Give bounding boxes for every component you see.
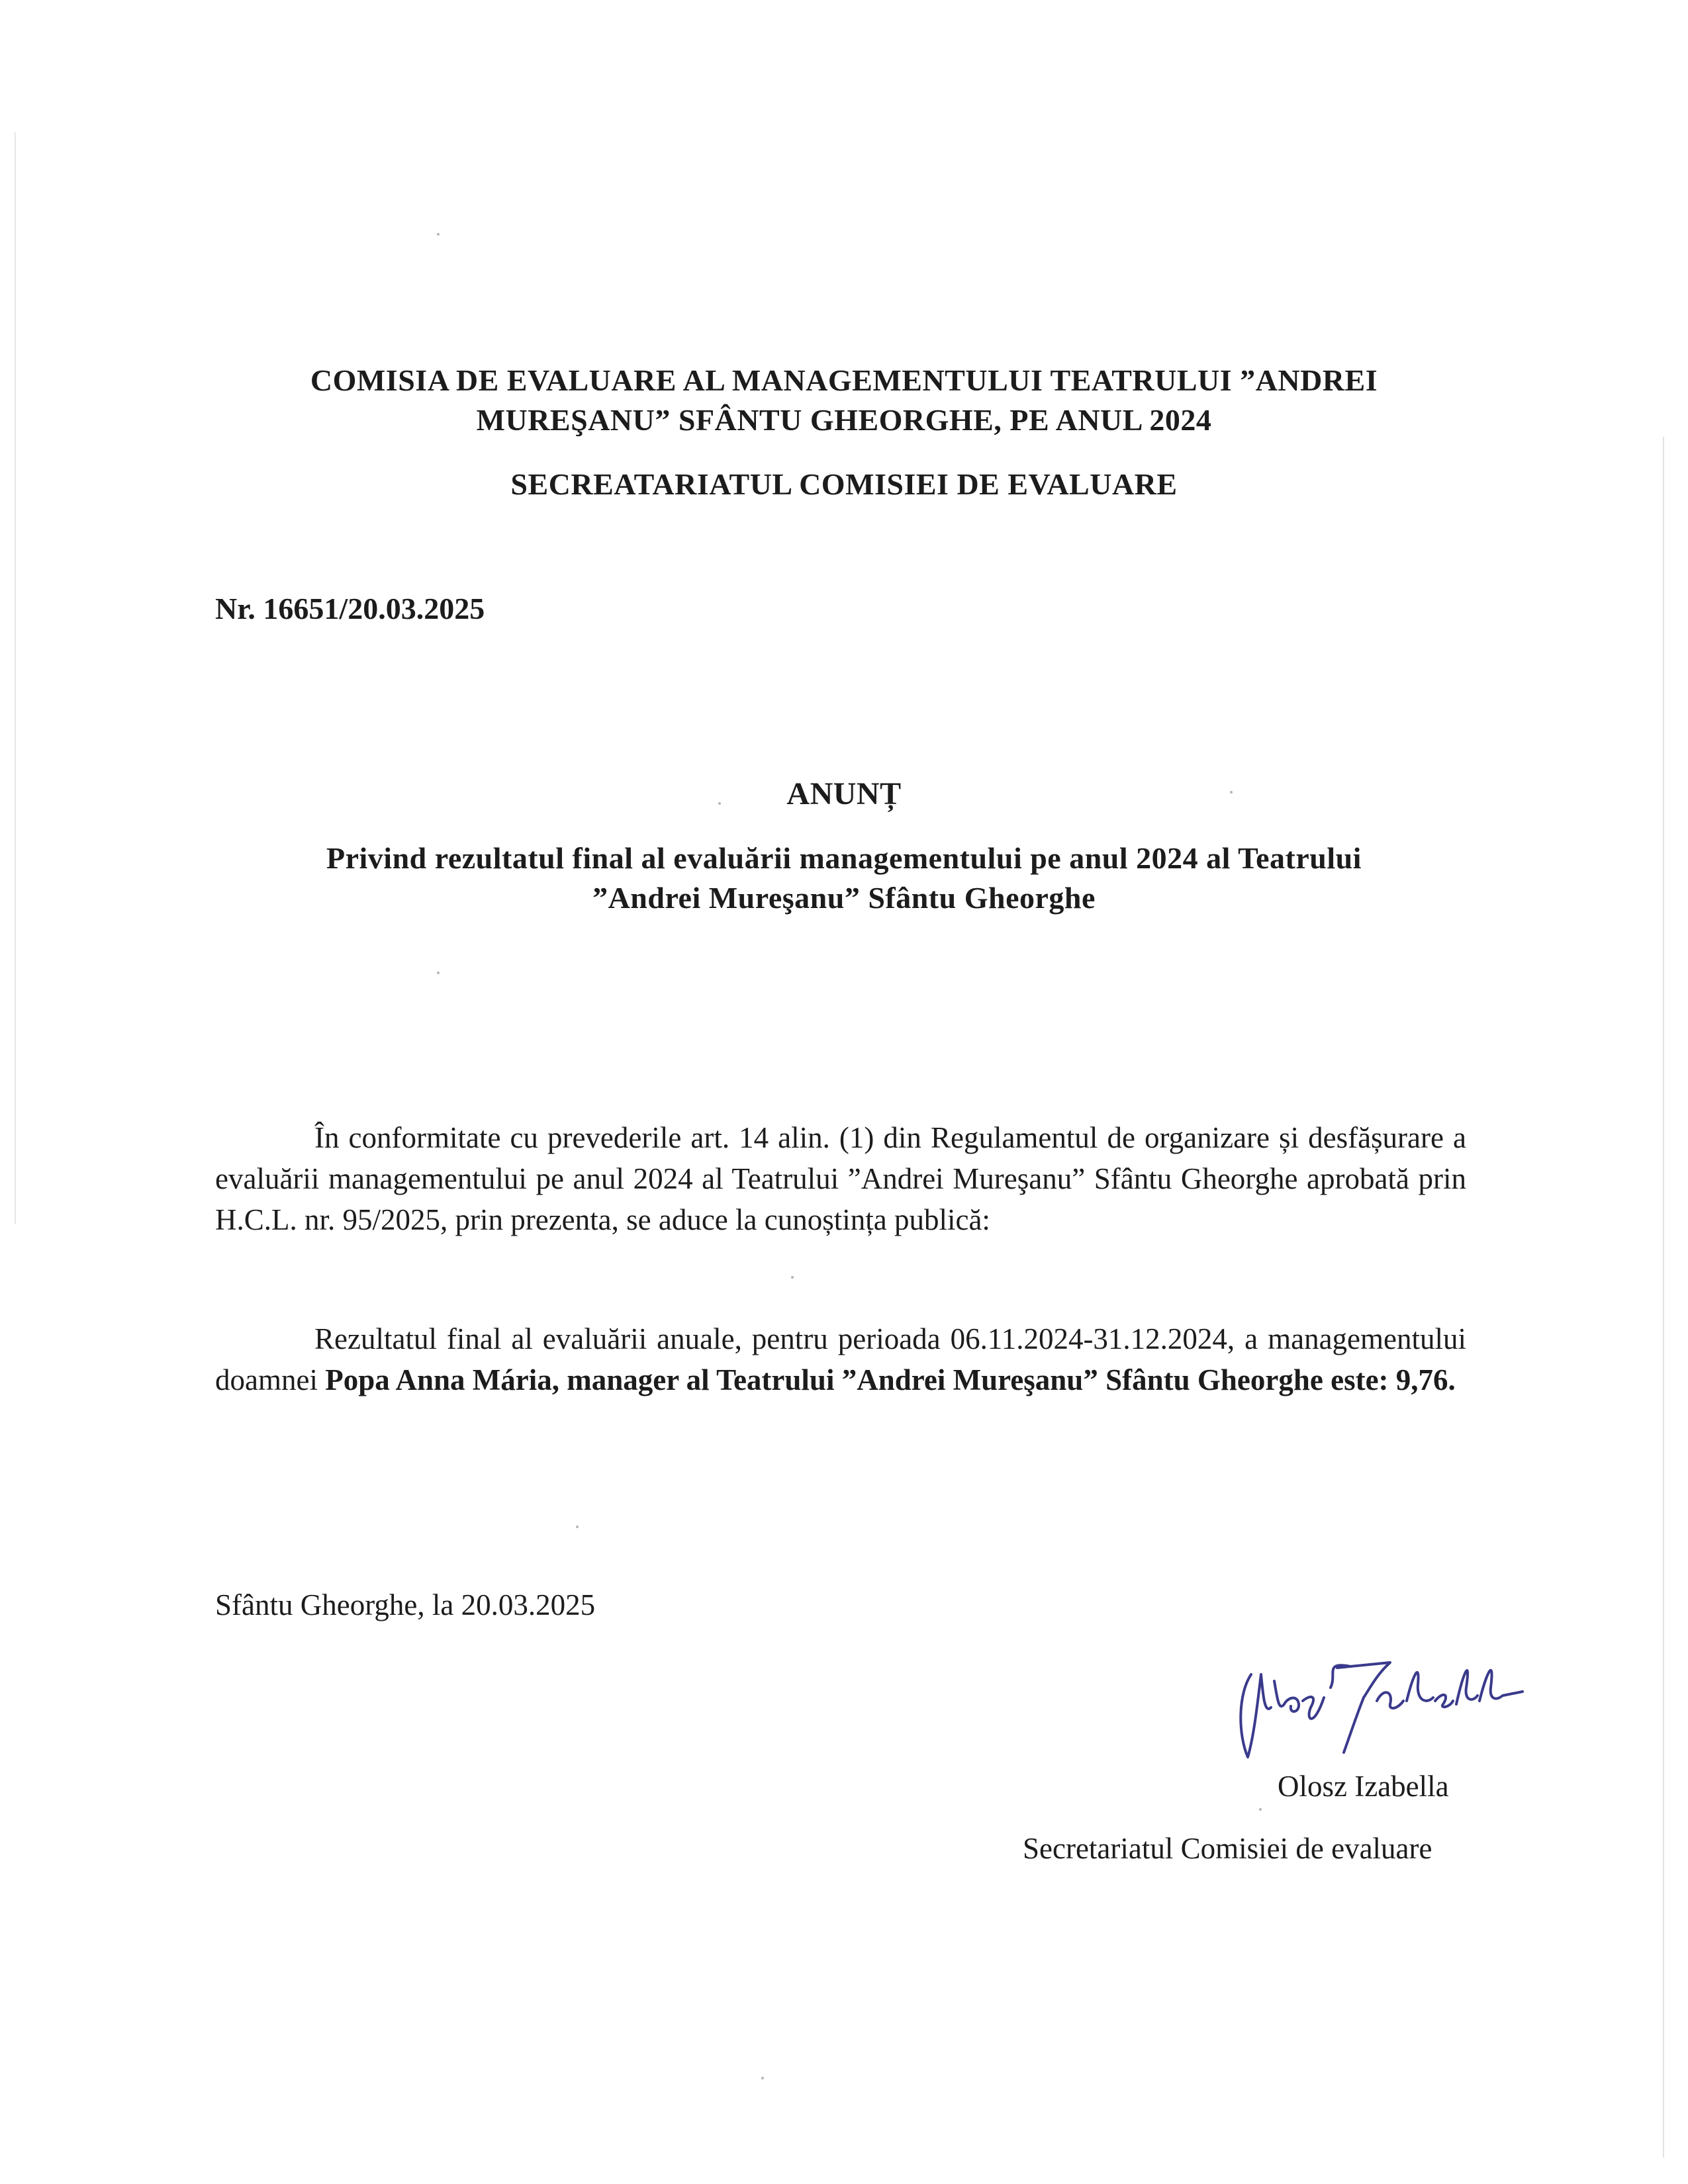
scan-speck <box>1259 1808 1262 1811</box>
header-line-1: COMISIA DE EVALUARE AL MANAGEMENTULUI TEATRULUI ”ANDREI <box>310 363 1378 397</box>
announcement-title: ANUNȚ <box>786 776 902 811</box>
result-emphasis-text: Popa Anna Mária, manager al Teatrului ”Andrei Mureşanu” Sfântu Gheorghe este: 9,76. <box>325 1363 1456 1396</box>
registration-number: Nr. 16651/20.03.2025 <box>215 592 485 625</box>
signer-role: Secretariatul Comisiei de evaluare <box>1023 1832 1432 1865</box>
place-and-date: Sfântu Gheorghe, la 20.03.2025 <box>215 1588 596 1621</box>
scan-speck <box>576 1525 579 1528</box>
handwritten-signature <box>1225 1635 1529 1767</box>
signer-name: Olosz Izabella <box>1278 1770 1449 1803</box>
announcement-subject-line-2: ”Andrei Mureşanu” Sfântu Gheorghe <box>592 881 1096 915</box>
scan-edge-left <box>15 132 16 1224</box>
scan-speck <box>1230 791 1233 794</box>
scan-speck <box>437 233 440 236</box>
scan-speck <box>791 1276 794 1279</box>
scan-edge-right <box>1663 437 1664 2158</box>
scan-speck <box>761 2077 764 2079</box>
scan-speck <box>718 802 721 805</box>
header-secretariat: SECREATARIATUL COMISIEI DE EVALUARE <box>510 467 1178 501</box>
header-line-2: MUREŞANU” SFÂNTU GHEORGHE, PE ANUL 2024 <box>476 403 1212 437</box>
scan-speck <box>437 972 440 974</box>
legal-basis-paragraph: În conformitate cu prevederile art. 14 alin. (1) din Regulamentul de organizare și desfășurare a evaluării managementului pe anul 2024 al Teatrului ”Andrei Mureşanu” Sfântu Gheorghe aprobată prin H.C.L. nr. 95/2025, prin prezenta, se aduce la cunoștința publică: <box>215 1121 1466 1236</box>
result-intro-text: Rezultatul final al evaluării anuale, pentru perioada 06.11.2024-31.12.2024, a managementului doamnei <box>215 1322 1466 1396</box>
announcement-subject-line-1: Privind rezultatul final al evaluării managementului pe anul 2024 al Teatrului <box>326 841 1362 875</box>
result-paragraph <box>215 1318 1466 1400</box>
